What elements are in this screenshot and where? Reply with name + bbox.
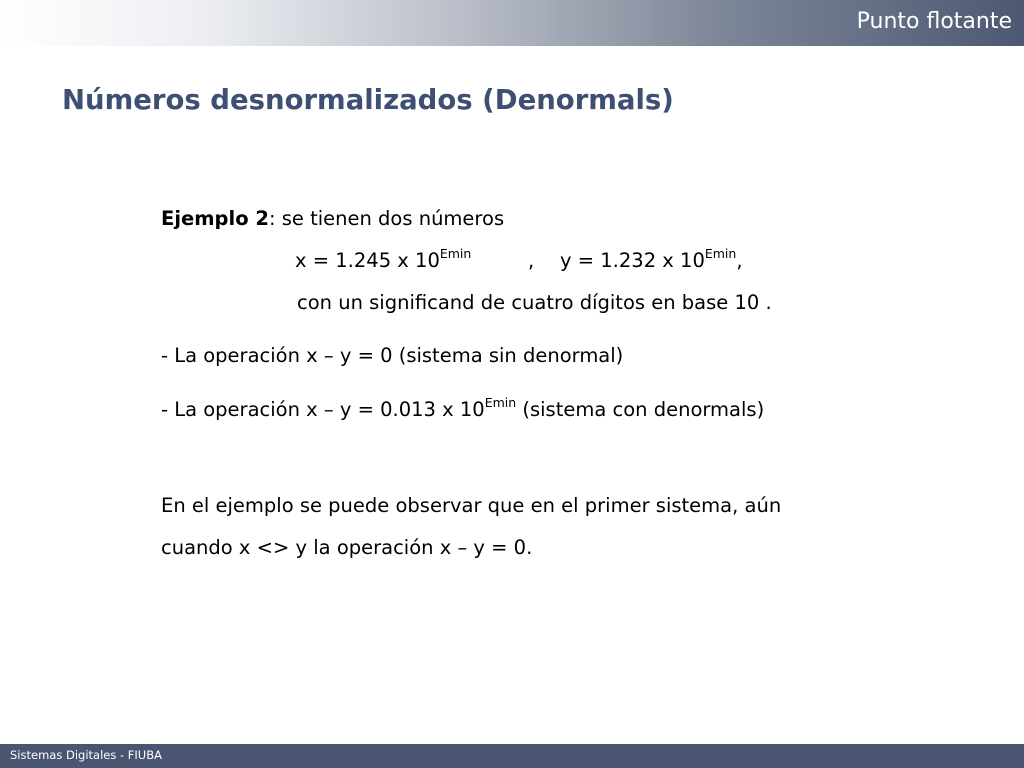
y-exponent: Emin [704,246,737,261]
section-title: Punto flotante [856,9,1012,34]
conclusion-line-1: En el ejemplo se puede observar que en el primer sistema, aún [161,494,782,517]
operation-with-denormal-suffix: (sistema con denormals) [516,398,765,421]
example-intro-line [161,207,504,230]
example-label: Ejemplo 2 [161,207,269,230]
operation-without-denormal: - La operación x – y = 0 (sistema sin denormal) [161,344,624,367]
slide-title: Números desnormalizados (Denormals) [62,84,674,116]
x-exponent: Emin [439,246,472,261]
footer-text: Sistemas Digitales - FIUBA [10,748,162,762]
x-definition [295,246,472,272]
operation-with-denormal [161,395,765,421]
significand-note: con un significand de cuatro dígitos en base 10 . [297,291,772,314]
x-expression: x = 1.245 x 10 [295,249,440,272]
conclusion-line-2: cuando x <> y la operación x – y = 0. [161,536,533,559]
example-intro-text: : se tienen dos números [268,207,505,230]
y-expression: y = 1.232 x 10 [560,249,705,272]
y-tail: , [736,249,743,272]
footer-bar [0,744,1024,768]
definition-separator: , [528,249,535,272]
y-definition [560,246,743,272]
header-band [0,0,1024,46]
operation-with-denormal-prefix: - La operación x – y = 0.013 x 10 [161,398,485,421]
operation-with-denormal-exponent: Emin [484,395,517,410]
